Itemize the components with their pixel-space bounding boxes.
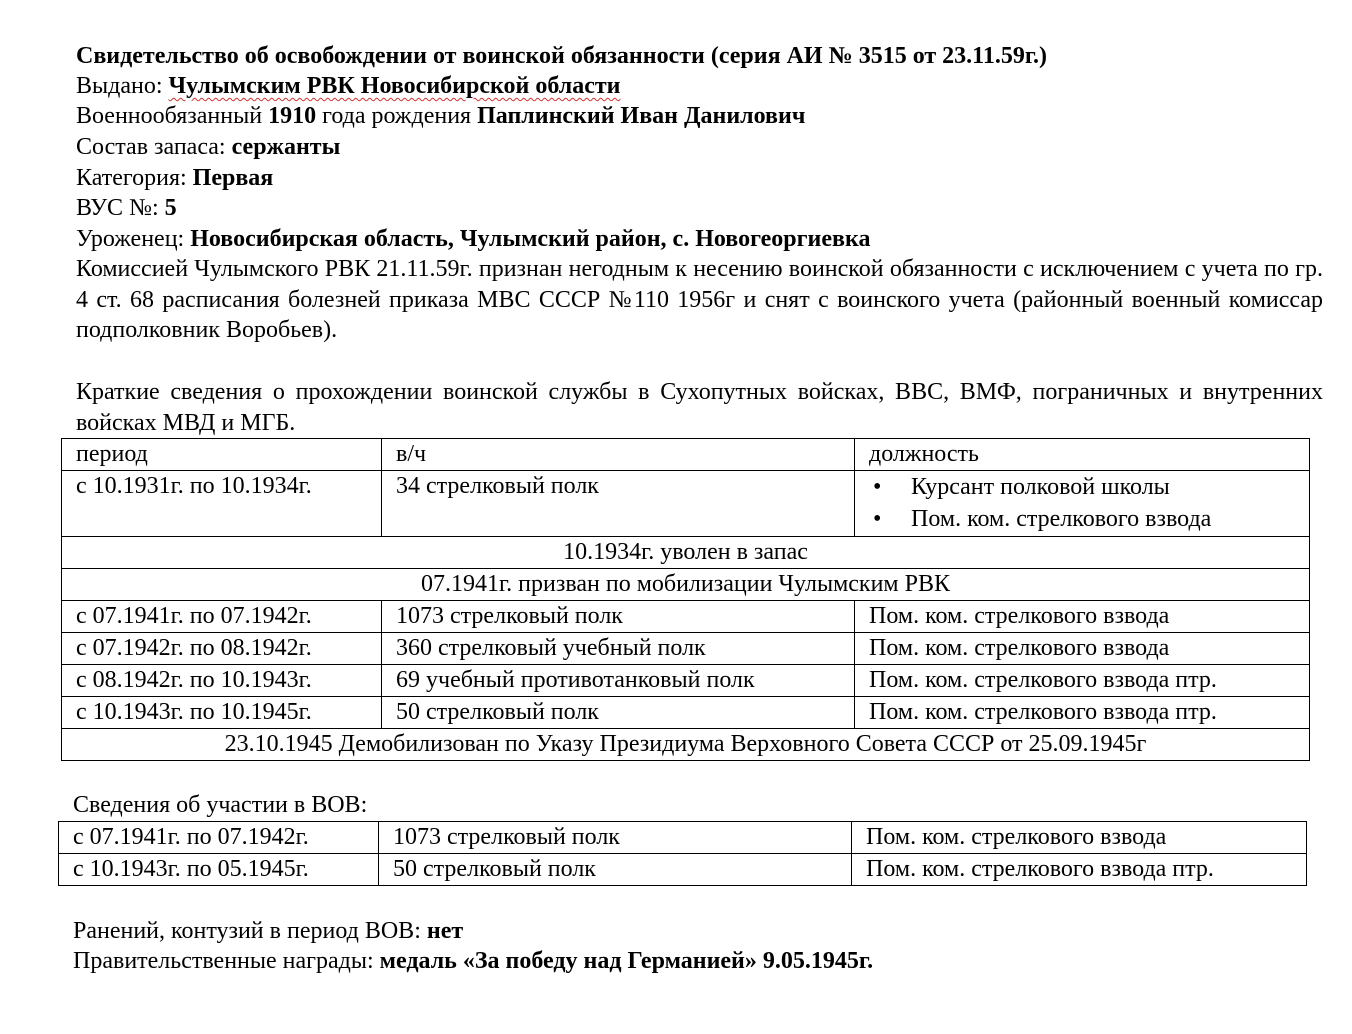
issued-line (76, 71, 620, 101)
person-name: Паплинский Иван Данилович (477, 103, 806, 129)
period-cell: с 10.1943г. по 10.1945г. (62, 697, 382, 729)
vus-line (76, 193, 177, 223)
birth-year: 1910 (268, 103, 317, 129)
bullet-icon: • (873, 506, 882, 532)
position-cell: Пом. ком. стрелкового взвода птр. (855, 665, 1310, 697)
native-line (76, 224, 870, 254)
person-mid: года рождения (316, 103, 478, 129)
demobilization-note: 23.10.1945 Демобилизован по Указу Президиума Верховного Совета СССР от 25.09.1945г (62, 729, 1310, 761)
vus-label: ВУС №: (76, 195, 165, 221)
table-row (62, 537, 1310, 569)
position-cell (855, 471, 1310, 537)
table-row (62, 697, 1310, 729)
column-header-unit: в/ч (382, 439, 855, 471)
period-cell: с 10.1943г. по 05.1945г. (59, 854, 379, 886)
issued-label: Выдано: (76, 73, 169, 99)
issued-value: Чулымским РВК Новосибирской области (168, 73, 621, 99)
period-cell: с 08.1942г. по 10.1943г. (62, 665, 382, 697)
wounds-value: нет (426, 918, 464, 944)
position-cell: Пом. ком. стрелкового взвода (855, 601, 1310, 633)
service-table (61, 438, 1310, 761)
native-label: Уроженец: (76, 226, 191, 252)
awards-value: медаль «За победу над Германией» 9.05.1945г. (379, 948, 874, 974)
native-value: Новосибирская область, Чулымский район, с. Новогеоргиевка (190, 226, 871, 252)
awards-line (73, 946, 873, 976)
table-row (62, 601, 1310, 633)
document-title: Свидетельство об освобождении от воинской обязанности (серия АИ № 3515 от 23.11.59г.) (76, 43, 1048, 69)
table-row (62, 569, 1310, 601)
category-value: Первая (192, 165, 274, 191)
unit-cell: 34 стрелковый полк (382, 471, 855, 537)
category-line (76, 163, 273, 193)
position-text: Курсант полковой школы (911, 474, 1170, 500)
reserve-label: Состав запаса: (76, 134, 232, 160)
list-item (869, 503, 1309, 535)
table-row (62, 665, 1310, 697)
category-label: Категория: (76, 165, 193, 191)
position-text: Пом. ком. стрелкового взвода (911, 506, 1212, 532)
commission-paragraph: Комиссией Чулымского РВК 21.11.59г. признан негодным к несению воинской обязанности с исключением с учета по гр. 4 ст. 68 расписания болезней приказа МВС СССР №110 1956г и снят с воинского учета (районный военный комиссар подполковник Воробьев). (76, 256, 1323, 343)
table-row (62, 729, 1310, 761)
unit-cell: 360 стрелковый учебный полк (382, 633, 855, 665)
table-header-row (62, 439, 1310, 471)
awards-label: Правительственные награды: (73, 948, 380, 974)
unit-cell: 50 стрелковый полк (382, 697, 855, 729)
person-prefix: Военнообязанный (76, 103, 269, 129)
unit-cell: 69 учебный противотанковый полк (382, 665, 855, 697)
table-row (62, 471, 1310, 537)
position-cell: Пом. ком. стрелкового взвода птр. (855, 697, 1310, 729)
wwii-table (58, 821, 1307, 886)
table-row (62, 633, 1310, 665)
period-cell: с 07.1941г. по 07.1942г. (59, 822, 379, 854)
unit-cell: 1073 стрелковый полк (379, 822, 852, 854)
unit-cell: 50 стрелковый полк (379, 854, 852, 886)
mobilization-text: 07.1941г. призван по мобилизации Чулымским РВК (421, 571, 950, 597)
column-header-position: должность (855, 439, 1310, 471)
period-cell: с 10.1931г. по 10.1934г. (62, 471, 382, 537)
position-cell: Пом. ком. стрелкового взвода (855, 633, 1310, 665)
period-cell: с 07.1941г. по 07.1942г. (62, 601, 382, 633)
unit-cell: 1073 стрелковый полк (382, 601, 855, 633)
reserve-value: сержанты (231, 134, 341, 160)
position-list (869, 471, 1309, 535)
vus-value: 5 (164, 195, 177, 221)
list-item (869, 471, 1309, 503)
position-cell: Пом. ком. стрелкового взвода птр. (852, 854, 1307, 886)
person-line (76, 101, 805, 131)
mobilization-note (62, 569, 1310, 601)
bullet-icon: • (873, 474, 882, 500)
service-intro: Краткие сведения о прохождении воинской службы в Сухопутных войсках, ВВС, ВМФ, пограничных и внутренних войсках МВД и МГБ. (76, 379, 1323, 436)
discharge-note: 10.1934г. уволен в запас (62, 537, 1310, 569)
reserve-line (76, 132, 340, 162)
wounds-label: Ранений, контузий в период ВОВ: (73, 918, 427, 944)
table-row (59, 854, 1307, 886)
wwii-heading: Сведения об участии в ВОВ: (73, 792, 368, 818)
table-row (59, 822, 1307, 854)
position-cell: Пом. ком. стрелкового взвода (852, 822, 1307, 854)
wounds-line (73, 916, 463, 946)
period-cell: с 07.1942г. по 08.1942г. (62, 633, 382, 665)
column-header-period: период (62, 439, 382, 471)
